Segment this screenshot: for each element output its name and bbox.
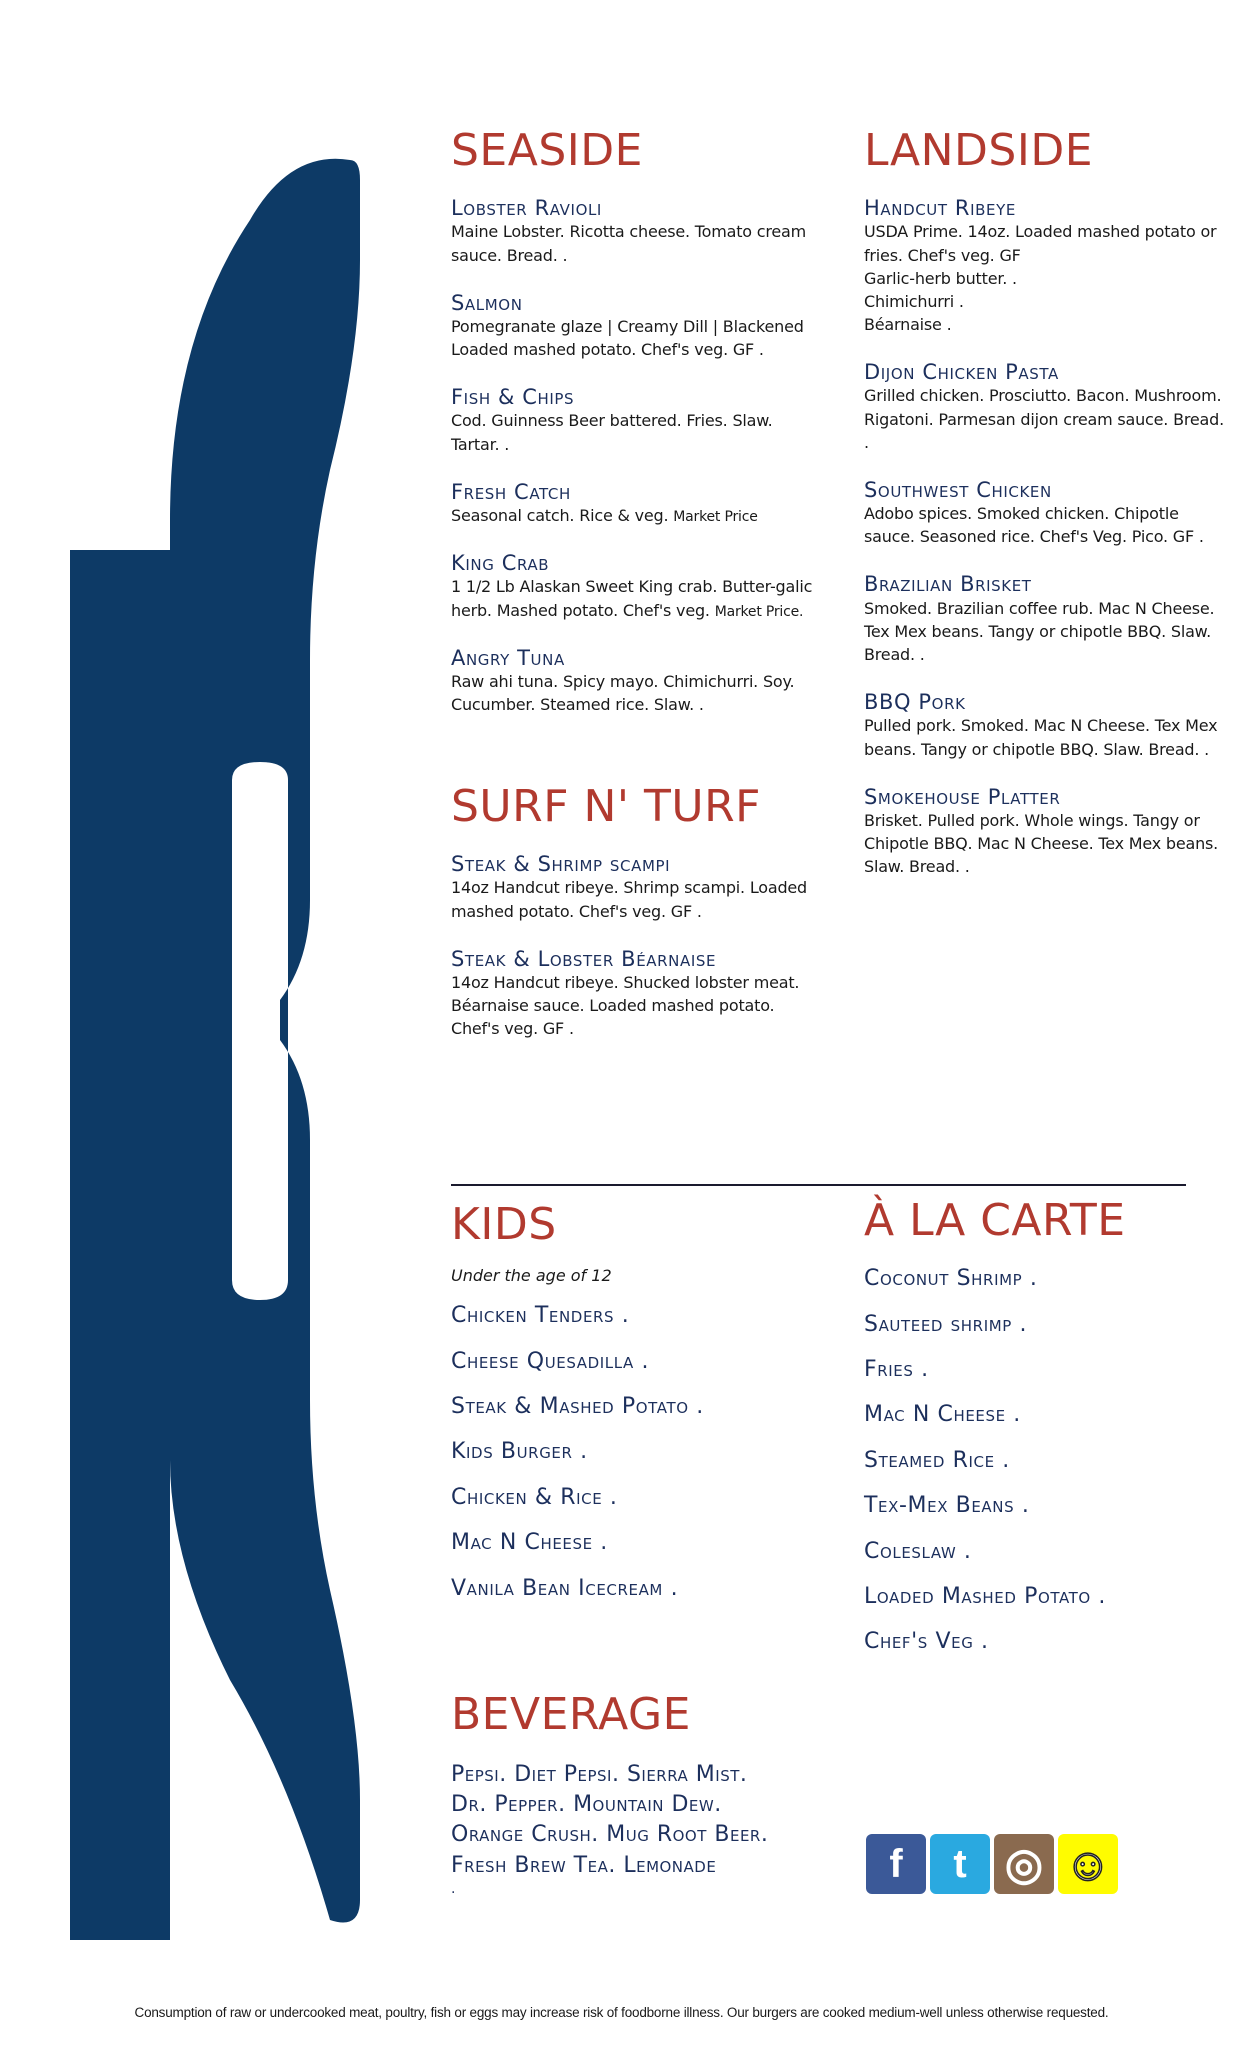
landside-title: LANDSIDE [864,125,1094,176]
facebook-icon[interactable]: f [866,1834,926,1894]
dish-name: Fish & Chips [451,385,575,410]
menu-item [864,785,1224,879]
alacarte-item: Mac N Cheese . [864,1402,1021,1428]
beverage-line: Orange Crush. Mug Root Beer. [451,1822,769,1848]
kids-item: Kids Burger . [451,1439,588,1465]
kids-item: Mac N Cheese . [451,1530,608,1556]
market-price: Market Price [673,508,758,525]
dish-name: BBQ Pork [864,690,966,715]
beverage-tail: . [451,1880,456,1897]
menu-item [864,360,1224,454]
kids-section [451,1199,821,1621]
alacarte-item: Fries . [864,1356,929,1382]
dish-description: 14oz Handcut ribeye. Shrimp scampi. Loaded mashed potato. Chef's veg. GF . [451,878,807,921]
dish-name: Fresh Catch [451,479,571,504]
beverage-section [451,1689,821,1897]
alacarte-title: À LA CARTE [864,1195,1126,1246]
menu-item [451,646,821,717]
kids-item: Cheese Quesadilla . [451,1348,650,1374]
dish-name: Dijon Chicken Pasta [864,360,1059,385]
kids-item: Steak & Mashed Potato . [451,1393,704,1419]
section-divider [451,1184,1186,1186]
menu-item [864,572,1224,666]
dish-description: 14oz Handcut ribeye. Shucked lobster meat. Béarnaise sauce. Loaded mashed potato. Chef's veg. GF . [451,972,800,1039]
disclaimer-text: Consumption of raw or undercooked meat, poultry, fish or eggs may increase risk of foodborne illness. Our burgers are cooked medium-well unless otherwise requested. [134,2005,1109,2020]
dish-name: Brazilian Brisket [864,572,1032,597]
dish-name: Lobster Ravioli [451,196,602,221]
dish-name: Southwest Chicken [864,477,1052,502]
dish-description: Grilled chicken. Prosciutto. Bacon. Mushroom. Rigatoni. Parmesan dijon cream sauce. Bread. . [864,386,1224,452]
landside-section [864,125,1224,902]
menu-item [451,385,821,456]
dish-description: Maine Lobster. Ricotta cheese. Tomato cream sauce. Bread. . [451,222,807,265]
twitter-icon[interactable]: t [930,1834,990,1894]
dish-option: Garlic-herb butter. . [864,268,1017,288]
menu-item [864,196,1224,336]
alacarte-item: Coleslaw . [864,1538,972,1564]
dish-name: Handcut Ribeye [864,196,1016,221]
dish-description: Brisket. Pulled pork. Whole wings. Tangy or Chipotle BBQ. Mac N Cheese. Tex Mex beans. Slaw. Bread. . [864,810,1219,877]
alacarte-item: Sauteed shrimp . [864,1311,1028,1337]
kids-item: Chicken Tenders . [451,1303,630,1329]
dish-description [451,575,821,621]
beverage-title: BEVERAGE [451,1689,691,1740]
seaside-title: SEASIDE [451,125,643,176]
dish-option: Béarnaise . [864,315,952,335]
kids-subtitle: Under the age of 12 [451,1266,612,1286]
dish-option: Chimichurri . [864,291,964,311]
dish-name: Smokehouse Platter [864,784,1061,809]
dish-description: Adobo spices. Smoked chicken. Chipotle sauce. Seasoned rice. Chef's Veg. Pico. GF . [864,504,1204,547]
beverage-line: Fresh Brew Tea. Lemonade [451,1852,717,1878]
dish-name: Salmon [451,290,523,315]
menu-item [864,478,1224,549]
menu-item [451,947,821,1041]
snapchat-icon[interactable]: ☺ [1058,1834,1118,1894]
beverage-line: Pepsi. Diet Pepsi. Sierra Mist. [451,1762,748,1788]
alacarte-section [864,1195,1234,1675]
dish-name: Angry Tuna [451,645,565,670]
alacarte-item: Loaded Mashed Potato . [864,1583,1107,1609]
instagram-icon[interactable]: ◎ [994,1834,1054,1894]
surf-turf-section [451,781,821,1064]
menu-item [451,480,821,527]
kids-item: Vanila Bean Icecream . [451,1575,679,1601]
kids-item: Chicken & Rice . [451,1484,618,1510]
dish-description: USDA Prime. 14oz. Loaded mashed potato or fries. Chef's veg. GF [864,222,1217,265]
alacarte-item: Steamed Rice . [864,1447,1010,1473]
dish-description: Smoked. Brazilian coffee rub. Mac N Cheese. Tex Mex beans. Tangy or chipotle BBQ. Slaw. Bread. . [864,598,1215,664]
dish-description-text: Seasonal catch. Rice & veg. [451,505,669,525]
menu-item [451,551,821,622]
menu-item [864,690,1224,761]
surf-turf-title: SURF N' TURF [451,781,761,832]
alacarte-item: Chef's Veg . [864,1629,989,1655]
dish-description [451,504,821,527]
beverage-line: Dr. Pepper. Mountain Dew. [451,1792,722,1818]
menu-item [451,196,821,267]
dish-description: Raw ahi tuna. Spicy mayo. Chimichurri. Soy. Cucumber. Steamed rice. Slaw. . [451,671,795,715]
social-icons [866,1834,1118,1894]
dish-description-text: 1 1/2 Lb Alaskan Sweet King crab. Butter-galic herb. Mashed potato. Chef's veg. [451,577,813,620]
alacarte-item: Tex-Mex Beans . [864,1493,1030,1519]
dish-description: Pulled pork. Smoked. Mac N Cheese. Tex Mex beans. Tangy or chipotle BBQ. Slaw. Bread. . [864,716,1218,759]
restaurant-logo [60,140,370,1940]
market-price: Market Price. [714,603,804,620]
seaside-section [451,125,821,740]
menu-item [451,291,821,362]
dish-description: Pomegranate glaze | Creamy Dill | Blackened Loaded mashed potato. Chef's veg. GF . [451,316,804,360]
dish-name: Steak & Shrimp scampi [451,852,671,877]
dish-name: Steak & Lobster Béarnaise [451,946,717,971]
kids-title: KIDS [451,1199,557,1250]
menu-item [451,852,821,923]
dish-name: King Crab [451,551,550,576]
dish-description: Cod. Guinness Beer battered. Fries. Slaw. Tartar. . [451,411,773,454]
alacarte-item: Coconut Shrimp . [864,1266,1038,1292]
